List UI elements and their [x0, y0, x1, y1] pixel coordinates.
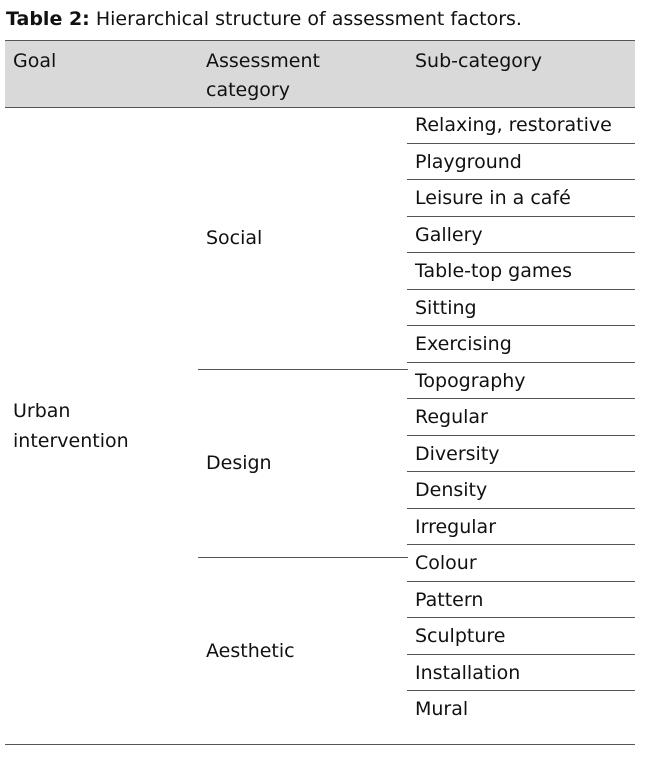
header-goal: Goal	[13, 50, 57, 72]
table-caption	[6, 6, 522, 32]
goal-cell	[13, 396, 129, 456]
subcategory-row: Table-top games	[407, 253, 635, 290]
subcategory-row: Leisure in a café	[407, 180, 635, 217]
category-aesthetic: Aesthetic	[206, 640, 295, 662]
subcategory-row: Installation	[407, 655, 635, 692]
header-subcategory: Sub-category	[415, 50, 542, 72]
table-bottom-rule	[5, 744, 635, 745]
subcategory-row: Density	[407, 472, 635, 509]
subcategory-row: Gallery	[407, 217, 635, 254]
subcategory-row: Irregular	[407, 509, 635, 546]
header-category-line2: category	[206, 79, 290, 101]
goal-line2: intervention	[13, 430, 129, 452]
subcategory-row: Regular	[407, 399, 635, 436]
subcategory-row: Pattern	[407, 582, 635, 619]
subcategory-row: Exercising	[407, 326, 635, 363]
subcategory-row: Sculpture	[407, 618, 635, 655]
category-divider	[198, 557, 408, 558]
category-design: Design	[206, 452, 272, 474]
subcategory-row: Mural	[415, 698, 469, 720]
subcategory-row: Topography	[407, 363, 635, 400]
subcategory-row: Sitting	[407, 290, 635, 327]
subcategory-list	[407, 107, 635, 728]
caption-text: Hierarchical structure of assessment factors.	[95, 8, 522, 30]
subcategory-row: Relaxing, restorative	[407, 107, 635, 144]
category-divider	[198, 369, 408, 370]
subcategory-row: Playground	[407, 144, 635, 181]
subcategory-row: Diversity	[407, 436, 635, 473]
subcategory-row: Colour	[407, 545, 635, 582]
header-category-line1: Assessment	[206, 50, 320, 72]
table-header	[5, 40, 635, 108]
category-social: Social	[206, 227, 263, 249]
header-assessment-category	[206, 47, 320, 105]
goal-line1: Urban	[13, 400, 71, 422]
caption-label: Table 2:	[6, 8, 90, 30]
